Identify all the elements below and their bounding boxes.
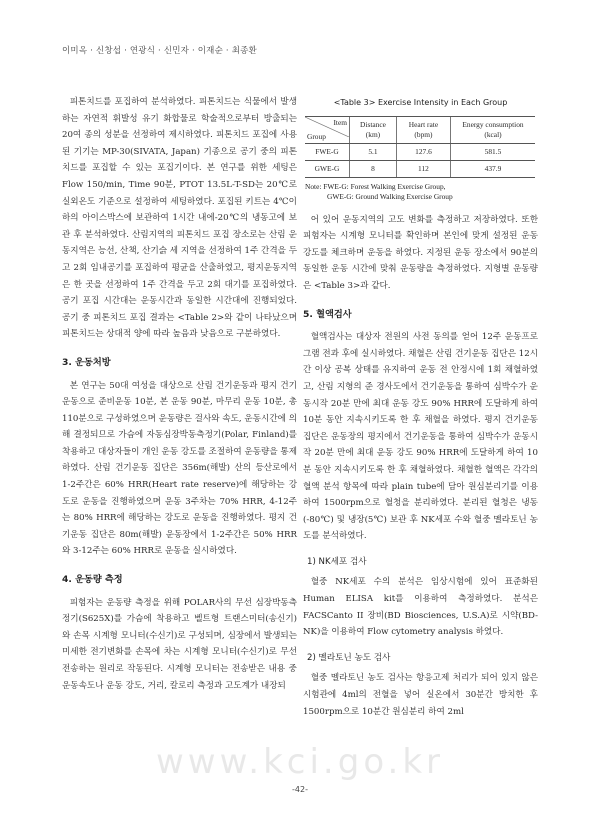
paragraph-exercise-measurement: 피험자는 운동량 측정을 위해 POLAR사의 무선 심장박동측정기(S625X)를 가슴에 착용하고 벨트형 트랜스미터(송신기)와 손목 시계형 모니터(수신기)로 구성되며, 심장에서 발생되는 미세한 전기변화를 손목에 차는 시계형 모니터(수신기)로 무선 전송하는 원리로 작동된다. 시계형 모니터는 전송받은 내용 중 운동속도나 운동 강도, 거리, 칼로리 측정과 고도계가 내장되 bbox=[62, 597, 297, 691]
paragraph-melatonin: 혈중 멜라토닌 농도 검사는 항응고제 처리가 되어 있지 않은 시험관에 4ml의 전혈을 넣어 실온에서 30분간 방치한 후 1500rpm으로 10분간 원심분리 하여 2ml bbox=[303, 673, 538, 717]
paragraph-phytoncide-collection: 피톤치드를 포집하여 분석하였다. 피톤치드는 식물에서 발생하는 자연적 휘발성 유기 화합물로 학술적으로부터 방출되는 20여 종의 성분을 선정하여 제시하였다. 피톤치드 포집에 사용된 기기는 MP-30(SIVATA, Japan) 기종으로 공기 중의 피톤치드를 포집할 수 있는 포집기이다. 본 연구를 위한 세팅은 Flow 150/min, Time 90분, PTOT 13.5L-T-SD는 20℃로 실외온도 기준으로 설정하여 세팅하였다. 포집된 키트는 4℃이하의 아이스박스에 보관하여 1시간 내에-20℃의 냉동고에 보관 후 분석하였다. 산림지역의 피톤치드 포집 장소로는 산림 운동지역은 능선, 산책, 산기슭 세 지역을 선정하여 1주 간격을 두고 2회 임내공기를 포집하여 평균을 산출하였고, 평지운동지역은 한 곳을 선정하여 1주 간격을 두고 2회 대기를 포집하였다. 공기 포집 시간대는 운동시간과 동일한 시간대에 진행되었다. 공기 중 피톤치드 포집 결과는 <Table 2>와 같이 나타났으며 피톤치드는 상대적 양에 따라 높음과 낮음으로 구분하였다. bbox=[62, 97, 297, 340]
cell-energy: 581.5 bbox=[450, 143, 535, 160]
left-column bbox=[62, 94, 297, 694]
cell-distance: 8 bbox=[350, 160, 397, 177]
cell-group: GWE-G bbox=[305, 160, 350, 177]
right-column bbox=[303, 95, 538, 720]
corner-item-label: Item bbox=[333, 117, 347, 127]
table-note-line-2: GWE-G: Ground Walking Exercise Group bbox=[327, 191, 453, 201]
table-row bbox=[305, 160, 535, 177]
cell-heart-rate: 127.6 bbox=[396, 143, 450, 160]
corner-group-label: Group bbox=[307, 131, 326, 141]
table-note-line-1: Note: FWE-G: Forest Walking Exercise Group, bbox=[305, 181, 446, 191]
page-number: -42- bbox=[292, 785, 308, 794]
header-energy: Energy consumption (kcal) bbox=[450, 116, 535, 143]
header-distance: Distance (km) bbox=[350, 116, 397, 143]
running-header-authors: 이미옥 · 신창섭 · 연광식 · 신민자 · 이재순 · 최종환 bbox=[62, 46, 257, 56]
paragraph-blood-test: 혈액검사는 대상자 전원의 사전 동의를 얻어 12주 운동프로그램 전과 후에 실시하였다. 채혈은 산림 건기운동 집단은 12시간 이상 공복 상태를 유지하여 운동 전 안정시에 1회 채혈하였고, 산림 지형의 준 경사도에서 건기운동을 통하여 심박수가 운동시작 20분 만에 최대 운동 강도 90% HRR에 도달하게 하여 10분 동안 지속시키도록 한 후 채혈을 하였다. 평지 건기운동 집단은 운동장의 평지에서 건기운동을 통하여 심박수가 운동시작 20분 만에 최대 운동 강도 90% HRR에 도달하게 하여 10분 동안 지속시키도록 한 후 채혈하였다. 채혈한 혈액은 각각의 혈액 분석 항목에 따라 plain tube에 담아 원심분리기를 이용하여 1500rpm으로 혈청을 분리하였다. 분리된 혈청은 냉동(-80℃) 및 냉장(5℃) 보관 후 NK세포 수와 혈중 멜라토닌 농도를 분석하였다. bbox=[303, 332, 538, 542]
exercise-intensity-table bbox=[305, 116, 535, 178]
paragraph-exercise-prescription: 본 연구는 50대 여성을 대상으로 산림 건기운동과 평지 건기운동으로 준비운동 10분, 본 운동 90분, 마무리 운동 10분, 총 110분으로 구성하였으며 운동량은 걸사와 속도, 운동시간에 의해 결정되므로 가슴에 자동심장박동측정기(Polar, Finland)를 착용하고 대상자들이 개인 운동 강도를 조절하여 운동량을 통제하였다. 산림 건기운동 집단은 356m(해발) 산의 등산로에서 1-2주간은 60% HRR(Heart rate reserve)에 해당하는 강도로 운동을 진행하였으며 운동 3주차는 70% HRR, 4-12주는 80% HRR에 해당하는 강도로 운동을 진행하였다. 평지 건기운동 집단은 80m(해발) 운동장에서 1-2주간은 50% HRR와 3-12주는 60% HRR로 운동을 실시하였다. bbox=[62, 380, 297, 557]
table-note bbox=[305, 182, 538, 202]
subsection-heading-nk-cell: 1) NK세포 검사 bbox=[307, 556, 367, 567]
section-heading-blood-test: 5. 혈액검사 bbox=[303, 308, 352, 320]
subsection-heading-melatonin: 2) 멜라토닌 농도 검사 bbox=[307, 652, 391, 663]
table-corner-cell bbox=[305, 116, 350, 143]
section-heading-exercise-measurement: 4. 운동량 측정 bbox=[62, 574, 123, 586]
header-heart-rate: Heart rate (bpm) bbox=[396, 116, 450, 143]
paragraph-altitude-monitoring: 어 있어 운동지역의 고도 변화를 측정하고 저장하였다. 또한 피험자는 시계형 모니터를 확인하며 본인에 맞게 설정된 운동 강도를 체크하며 운동을 하였다. 지정된 운동 장소에서 90분의 동일한 운동 시간에 맞춰 운동량을 측정하였다. 지형별 운동량은 <Table 3>과 같다. bbox=[303, 214, 538, 291]
table-caption: <Table 3> Exercise Intensity in Each Group bbox=[333, 98, 508, 107]
table-row bbox=[305, 143, 535, 160]
cell-heart-rate: 112 bbox=[396, 160, 450, 177]
paragraph-nk-cell: 혈중 NK세포 수의 분석은 임상시험에 있어 표준화된 Human ELISA kit를 이용하여 측정하였다. 분석은 FACSCanto II 장비(BD Biosciences, U.S.A)로 시약(BD-NK)을 이용하여 Flow cytometry analysis 하였다. bbox=[303, 577, 538, 638]
table-header-row bbox=[305, 116, 535, 143]
watermark-text: www.kci.go.kr bbox=[155, 742, 444, 782]
section-heading-exercise-prescription: 3. 운동처방 bbox=[62, 356, 111, 368]
cell-group: FWE-G bbox=[305, 143, 350, 160]
cell-distance: 5.1 bbox=[350, 143, 397, 160]
cell-energy: 437.9 bbox=[450, 160, 535, 177]
